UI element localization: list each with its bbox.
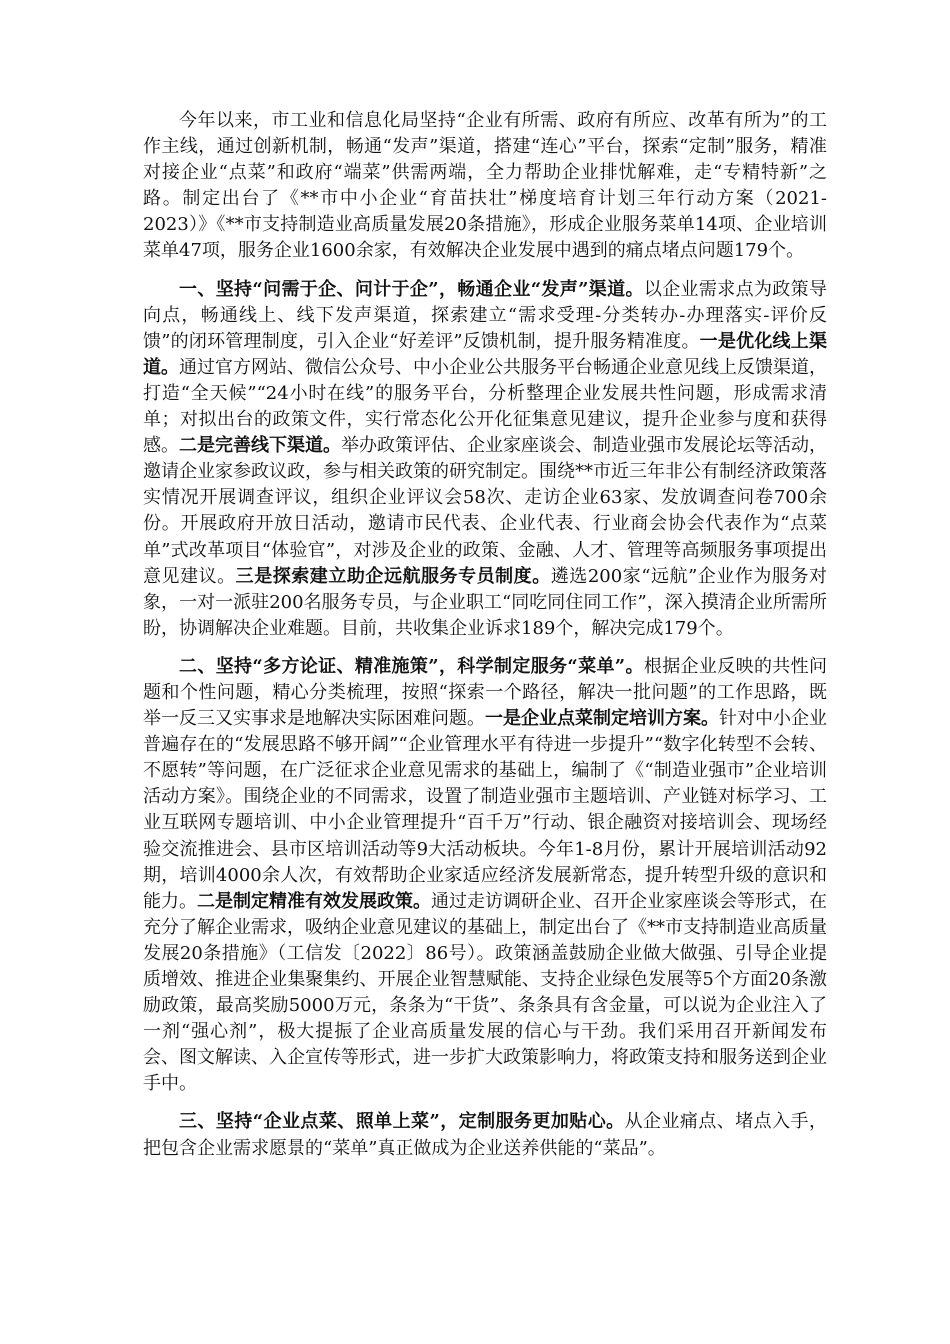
section-one-text: 以企业需求点为政策导向点，畅通线上、线下发声渠道，探索建立“需求受理-分类转办-办理落实-评价反馈”的闭环管理制度，引入企业“好差评”反馈机制，提升服务精准度。 <box>143 278 828 352</box>
section-one-paragraph <box>143 277 827 642</box>
intro-paragraph <box>143 108 827 265</box>
section-two-heading: 二、坚持“多方论证、精准施策”，科学制定服务“菜单”。 <box>179 655 644 677</box>
section-one-point-2-heading: 二是完善线下渠道。 <box>179 435 341 457</box>
section-two-paragraph <box>143 654 827 1098</box>
section-one-heading: 一、坚持“问需于企、问计于企”，畅通企业“发声”渠道。 <box>179 278 644 300</box>
section-one-point-3-text: 遴选200家“远航”企业作为服务对象，一对一派驻200名服务专员，与企业职工“同吃同住同工作”，深入摸清企业所需所盼，协调解决企业难题。目前，共收集企业诉求189个，解决完成179个。 <box>143 565 828 639</box>
section-one-point-1-heading: 一是优化线上渠道。 <box>143 330 827 378</box>
section-three-text: 从企业痛点、堵点入手，把包含企业需求愿景的“菜单”真正做成为企业送养供能的“菜品”。 <box>143 1111 827 1159</box>
section-two-point-1-heading: 一是企业点菜制定培训方案。 <box>485 708 719 730</box>
section-two-point-2-text: 通过走访调研企业、召开企业家座谈会等形式，在充分了解企业需求，吸纳企业意见建议的基础上，制定出台了《**市支持制造业高质量发展20条措施》（工信发〔2022〕86号）。政策涵盖鼓励企业做大做强、引导企业提质增效、推进企业集聚集约、开展企业智慧赋能、支持企业绿色发展等5个方面20条激励政策，最高奖励5000万元，条条为“干货”、条条具有含金量，可以说为企业注入了一剂“强心剂”，极大提振了企业高质量发展的信心与干劲。我们采用召开新闻发布会、图文解读、入企宣传等形式，进一步扩大政策影响力，将政策支持和服务送到企业手中。 <box>143 890 827 1095</box>
section-two-point-1-text: 针对中小企业普遍存在的“发展思路不够开阔”“企业管理水平有待进一步提升”“数字化转型不会转、不愿转”等问题，在广泛征求企业意见需求的基础上，编制了《“制造业强市”企业培训活动方案》。围绕企业的不同需求，设置了制造业强市主题培训、产业链对标学习、工业互联网专题培训、中小企业管理提升“百千万”行动、银企融资对接培训会、现场经验交流推进会、县市区培训活动等9大活动板块。今年1-8月份，累计开展培训活动92期，培训4000余人次，有效帮助企业家适应经济发展新常态，提升转型升级的意识和能力。 <box>143 708 827 912</box>
document-body <box>143 108 827 1174</box>
section-one-point-1-text: 通过官方网站、微信公众号、中小企业公共服务平台畅通企业意见线上反馈渠道，打造“全天候”“24小时在线”的服务平台，分析整理企业发展共性问题，形成需求清单；对拟出台的政策文件，实行常态化公开化征集意见建议，提升企业参与度和获得感。 <box>143 356 827 457</box>
section-three-heading: 三、坚持“企业点菜、照单上菜”，定制服务更加贴心。 <box>179 1111 625 1133</box>
intro-text: 今年以来，市工业和信息化局坚持“企业有所需、政府有所应、改革有所为”的工作主线，通过创新机制，畅通“发声”渠道，搭建“连心”平台，探索“定制”服务，精准对接企业“点菜”和政府“端菜”供需两端，全力帮助企业排忧解难，走“专精特新”之路。制定出台了《**市中小企业“育苗扶壮”梯度培育计划三年行动方案（2021-2023）》《**市支持制造业高质量发展20条措施》，形成企业服务菜单14项、企业培训菜单47项，服务企业1600余家，有效解决企业发展中遇到的痛点堵点问题179个。 <box>143 110 827 262</box>
section-three-paragraph <box>143 1109 827 1161</box>
section-two-point-2-heading: 二是制定精准有效发展政策。 <box>197 890 431 912</box>
section-two-text: 根据企业反映的共性问题和个性问题，精心分类梳理，按照“探索一个路径，解决一批问题”的工作思路，既举一反三又实事求是地解决实际困难问题。 <box>143 655 828 730</box>
section-one-point-2-text: 举办政策评估、企业家座谈会、制造业强市发展论坛等活动，邀请企业家参政议政，参与相关政策的研究制定。围绕**市近三年非公有制经济政策落实情况开展调查评议，组织企业评议会58次、走访企业63家、发放调查问卷700余份。开展政府开放日活动，邀请市民代表、企业代表、行业商会协会代表作为“点菜单”式改革项目“体验官”，对涉及企业的政策、金融、人才、管理等高频服务事项提出意见建议。 <box>143 435 827 587</box>
section-one-point-3-heading: 三是探索建立助企远航服务专员制度。 <box>235 565 551 587</box>
